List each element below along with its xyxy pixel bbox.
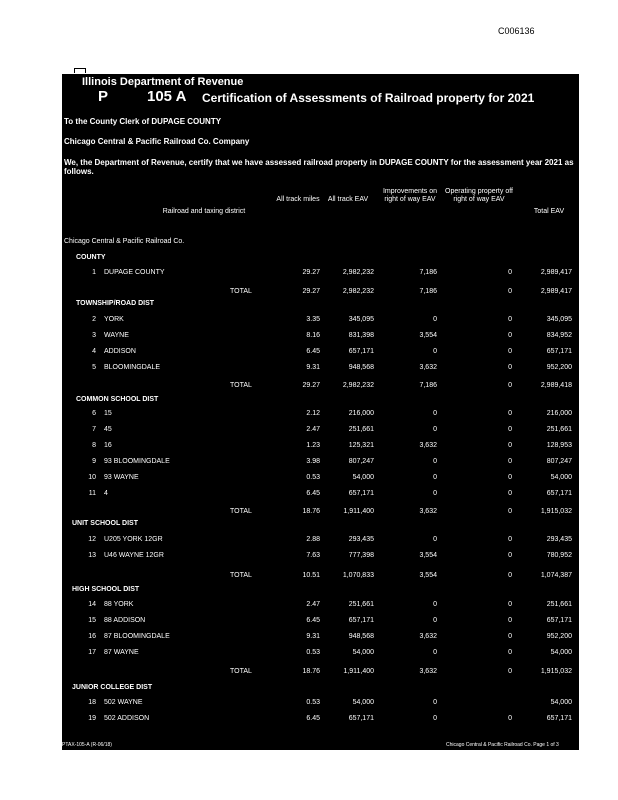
operating-eav: 0 <box>508 348 512 355</box>
district-name: 502 ADDISON <box>104 715 150 722</box>
track-eav: 1,070,833 <box>342 572 374 579</box>
district-name: 93 WAYNE <box>104 474 139 481</box>
improvements-eav: 3,632 <box>419 508 437 515</box>
document-id: C006136 <box>498 26 535 36</box>
operating-eav: 0 <box>508 269 512 276</box>
improvements-eav: 7,186 <box>419 382 437 389</box>
section-unit-school: UNIT SCHOOL DIST <box>72 520 138 527</box>
operating-eav: 0 <box>508 490 512 497</box>
track-eav: 777,398 <box>348 552 374 559</box>
total-label: TOTAL <box>230 288 252 295</box>
track-miles: 9.31 <box>306 364 320 371</box>
track-eav: 345,095 <box>348 316 374 323</box>
total-eav: 657,171 <box>546 617 572 624</box>
row-number: 7 <box>92 426 96 433</box>
row-number: 19 <box>88 715 96 722</box>
district-name: 502 WAYNE <box>104 699 143 706</box>
operating-eav: 0 <box>508 316 512 323</box>
track-eav: 948,568 <box>348 364 374 371</box>
section-high-school: HIGH SCHOOL DIST <box>72 586 140 593</box>
row-number: 14 <box>88 601 96 608</box>
track-miles: 7.63 <box>306 552 320 559</box>
track-eav: 293,435 <box>348 536 374 543</box>
improvements-eav: 3,554 <box>419 332 437 339</box>
total-eav: 952,200 <box>546 633 572 640</box>
track-eav: 831,398 <box>348 332 374 339</box>
track-eav: 948,568 <box>348 633 374 640</box>
district-name: WAYNE <box>104 332 129 339</box>
improvements-eav: 3,632 <box>419 668 437 675</box>
total-row <box>62 508 579 518</box>
total-eav: 657,171 <box>546 490 572 497</box>
total-eav: 1,074,387 <box>540 572 572 579</box>
total-row <box>62 668 579 678</box>
table-row <box>62 458 579 468</box>
total-eav: 2,989,418 <box>540 382 572 389</box>
improvements-eav: 3,632 <box>419 633 437 640</box>
improvements-eav: 0 <box>433 536 437 543</box>
district-name: 15 <box>104 410 112 417</box>
table-row <box>62 552 579 562</box>
track-eav: 54,000 <box>352 649 374 656</box>
improvements-eav: 3,554 <box>419 572 437 579</box>
track-miles: 18.76 <box>302 668 320 675</box>
improvements-eav: 0 <box>433 699 437 706</box>
operating-eav: 0 <box>508 332 512 339</box>
form-title: Certification of Assessments of Railroad property for 2021 <box>202 91 535 105</box>
total-eav: 834,952 <box>546 332 572 339</box>
improvements-eav: 0 <box>433 348 437 355</box>
district-name: 93 BLOOMINGDALE <box>104 458 170 465</box>
table-row <box>62 332 579 342</box>
table-row <box>62 426 579 436</box>
table-row <box>62 715 579 725</box>
total-eav: 657,171 <box>546 715 572 722</box>
track-eav: 2,982,232 <box>342 288 374 295</box>
track-miles: 18.76 <box>302 508 320 515</box>
operating-eav: 0 <box>508 474 512 481</box>
track-eav: 1,911,400 <box>343 508 374 515</box>
total-label: TOTAL <box>230 572 252 579</box>
total-eav: 251,661 <box>546 601 572 608</box>
track-eav: 54,000 <box>352 699 374 706</box>
track-miles: 29.27 <box>302 288 320 295</box>
corner-marker <box>74 68 86 73</box>
operating-eav: 0 <box>508 601 512 608</box>
total-row <box>62 382 579 392</box>
improvements-eav: 0 <box>433 316 437 323</box>
track-miles: 2.88 <box>306 536 320 543</box>
certification-statement: We, the Department of Revenue, certify that we have assessed railroad property in DUPAGE COUNTY for the assessment year 2021 as follows. <box>64 158 574 176</box>
improvements-eav: 7,186 <box>419 269 437 276</box>
operating-eav: 0 <box>508 633 512 640</box>
total-eav: 1,915,032 <box>540 668 572 675</box>
total-label: TOTAL <box>230 668 252 675</box>
operating-eav: 0 <box>508 572 512 579</box>
improvements-eav: 0 <box>433 649 437 656</box>
total-eav: 780,952 <box>546 552 572 559</box>
district-name: 4 <box>104 490 108 497</box>
track-eav: 657,171 <box>348 715 374 722</box>
railroad-name: Chicago Central & Pacific Railroad Co. <box>64 238 185 245</box>
row-number: 1 <box>92 269 96 276</box>
track-miles: 6.45 <box>306 617 320 624</box>
improvements-eav: 0 <box>433 617 437 624</box>
improvements-eav: 0 <box>433 426 437 433</box>
table-row <box>62 601 579 611</box>
company-line: Chicago Central & Pacific Railroad Co. Company <box>64 137 250 146</box>
total-eav: 54,000 <box>550 474 572 481</box>
section-county: COUNTY <box>76 254 106 261</box>
operating-eav: 0 <box>508 508 512 515</box>
table-row <box>62 410 579 420</box>
operating-eav: 0 <box>508 426 512 433</box>
total-eav: 1,915,032 <box>540 508 572 515</box>
section-junior-college: JUNIOR COLLEGE DIST <box>72 684 153 691</box>
row-number: 5 <box>92 364 96 371</box>
certification-sheet <box>62 74 579 750</box>
track-eav: 1,911,400 <box>343 668 374 675</box>
operating-eav: 0 <box>508 536 512 543</box>
track-miles: 0.53 <box>306 699 320 706</box>
row-number: 18 <box>88 699 96 706</box>
row-number: 10 <box>88 474 96 481</box>
operating-eav: 0 <box>508 288 512 295</box>
track-eav: 125,321 <box>348 442 374 449</box>
improvements-eav: 0 <box>433 410 437 417</box>
track-eav: 216,000 <box>348 410 374 417</box>
row-number: 8 <box>92 442 96 449</box>
track-eav: 54,000 <box>352 474 374 481</box>
district-name: BLOOMINGDALE <box>104 364 161 371</box>
total-eav: 54,000 <box>550 699 572 706</box>
total-eav: 54,000 <box>550 649 572 656</box>
table-row <box>62 649 579 659</box>
row-number: 17 <box>88 649 96 656</box>
improvements-eav: 3,632 <box>419 442 437 449</box>
district-name: 88 YORK <box>104 601 134 608</box>
track-miles: 6.45 <box>306 490 320 497</box>
total-eav: 128,953 <box>546 442 572 449</box>
operating-eav: 0 <box>508 364 512 371</box>
column-header-operating: Operating property off right of way EAV <box>445 188 513 203</box>
district-name: 87 BLOOMINGDALE <box>104 633 170 640</box>
improvements-eav: 0 <box>433 715 437 722</box>
table-row <box>62 536 579 546</box>
page-indicator: Chicago Central & Pacific Railroad Co. Page 1 of 3 <box>446 742 559 748</box>
table-row <box>62 490 579 500</box>
track-miles: 6.45 <box>306 715 320 722</box>
column-header-district: Railroad and taxing district <box>162 208 246 215</box>
improvements-eav: 0 <box>433 458 437 465</box>
agency-name: Illinois Department of Revenue <box>82 76 244 88</box>
row-number: 12 <box>88 536 96 543</box>
district-name: 45 <box>104 426 112 433</box>
improvements-eav: 7,186 <box>419 288 437 295</box>
row-number: 3 <box>92 332 96 339</box>
operating-eav: 0 <box>508 458 512 465</box>
column-header-miles: All track miles <box>276 196 320 203</box>
district-name: U46 WAYNE 12GR <box>104 552 164 559</box>
table-row <box>62 364 579 374</box>
track-miles: 3.98 <box>306 458 320 465</box>
improvements-eav: 3,554 <box>419 552 437 559</box>
total-label: TOTAL <box>230 382 252 389</box>
total-eav: 952,200 <box>546 364 572 371</box>
row-number: 6 <box>92 410 96 417</box>
improvements-eav: 3,632 <box>419 364 437 371</box>
row-number: 4 <box>92 348 96 355</box>
table-row <box>62 348 579 358</box>
table-row <box>62 474 579 484</box>
column-header-eav: All track EAV <box>327 196 369 203</box>
table-row <box>62 633 579 643</box>
table-row <box>62 269 579 279</box>
total-eav: 216,000 <box>546 410 572 417</box>
track-eav: 2,982,232 <box>342 269 374 276</box>
operating-eav: 0 <box>508 715 512 722</box>
track-miles: 6.45 <box>306 348 320 355</box>
district-name: 16 <box>104 442 112 449</box>
track-miles: 29.27 <box>302 382 320 389</box>
row-number: 9 <box>92 458 96 465</box>
track-miles: 0.53 <box>306 474 320 481</box>
improvements-eav: 0 <box>433 490 437 497</box>
form-code: PTAX-105-A (R-06/18) <box>62 742 112 748</box>
row-number: 2 <box>92 316 96 323</box>
total-eav: 657,171 <box>546 348 572 355</box>
track-eav: 2,982,232 <box>342 382 374 389</box>
improvements-eav: 0 <box>433 474 437 481</box>
track-miles: 9.31 <box>306 633 320 640</box>
row-number: 13 <box>88 552 96 559</box>
track-eav: 251,661 <box>348 426 374 433</box>
section-township: TOWNSHIP/ROAD DIST <box>76 300 155 307</box>
track-eav: 807,247 <box>348 458 374 465</box>
total-eav: 293,435 <box>546 536 572 543</box>
district-name: YORK <box>104 316 124 323</box>
table-row <box>62 316 579 326</box>
district-name: 87 WAYNE <box>104 649 139 656</box>
column-header-improvements: Improvements on right of way EAV <box>382 188 438 203</box>
district-name: U205 YORK 12GR <box>104 536 163 543</box>
operating-eav: 0 <box>508 649 512 656</box>
track-miles: 2.12 <box>306 410 320 417</box>
total-row <box>62 288 579 298</box>
district-name: DUPAGE COUNTY <box>104 269 165 276</box>
table-row <box>62 442 579 452</box>
form-letter: P <box>98 88 109 105</box>
district-name: ADDISON <box>104 348 136 355</box>
table-row <box>62 617 579 627</box>
row-number: 15 <box>88 617 96 624</box>
row-number: 11 <box>88 490 96 497</box>
track-miles: 2.47 <box>306 601 320 608</box>
track-miles: 29.27 <box>302 269 320 276</box>
track-eav: 657,171 <box>348 617 374 624</box>
row-number: 16 <box>88 633 96 640</box>
track-eav: 657,171 <box>348 348 374 355</box>
track-miles: 0.53 <box>306 649 320 656</box>
table-row <box>62 699 579 709</box>
total-eav: 2,989,417 <box>540 288 572 295</box>
form-number: 105 A <box>147 88 187 105</box>
track-miles: 8.16 <box>306 332 320 339</box>
total-row <box>62 572 579 582</box>
track-eav: 251,661 <box>348 601 374 608</box>
operating-eav: 0 <box>508 552 512 559</box>
track-miles: 2.47 <box>306 426 320 433</box>
track-miles: 1.23 <box>306 442 320 449</box>
track-miles: 10.51 <box>302 572 320 579</box>
operating-eav: 0 <box>508 382 512 389</box>
total-eav: 807,247 <box>546 458 572 465</box>
district-name: 88 ADDISON <box>104 617 146 624</box>
column-header-total: Total EAV <box>533 208 565 215</box>
section-common-school: COMMON SCHOOL DIST <box>76 396 159 403</box>
total-label: TOTAL <box>230 508 252 515</box>
improvements-eav: 0 <box>433 601 437 608</box>
total-eav: 2,989,417 <box>540 269 572 276</box>
track-eav: 657,171 <box>348 490 374 497</box>
county-clerk-line: To the County Clerk of DUPAGE COUNTY <box>64 117 222 126</box>
total-eav: 345,095 <box>546 316 572 323</box>
total-eav: 251,661 <box>546 426 572 433</box>
operating-eav: 0 <box>508 668 512 675</box>
operating-eav: 0 <box>508 617 512 624</box>
operating-eav: 0 <box>508 442 512 449</box>
operating-eav: 0 <box>508 410 512 417</box>
track-miles: 3.35 <box>306 316 320 323</box>
